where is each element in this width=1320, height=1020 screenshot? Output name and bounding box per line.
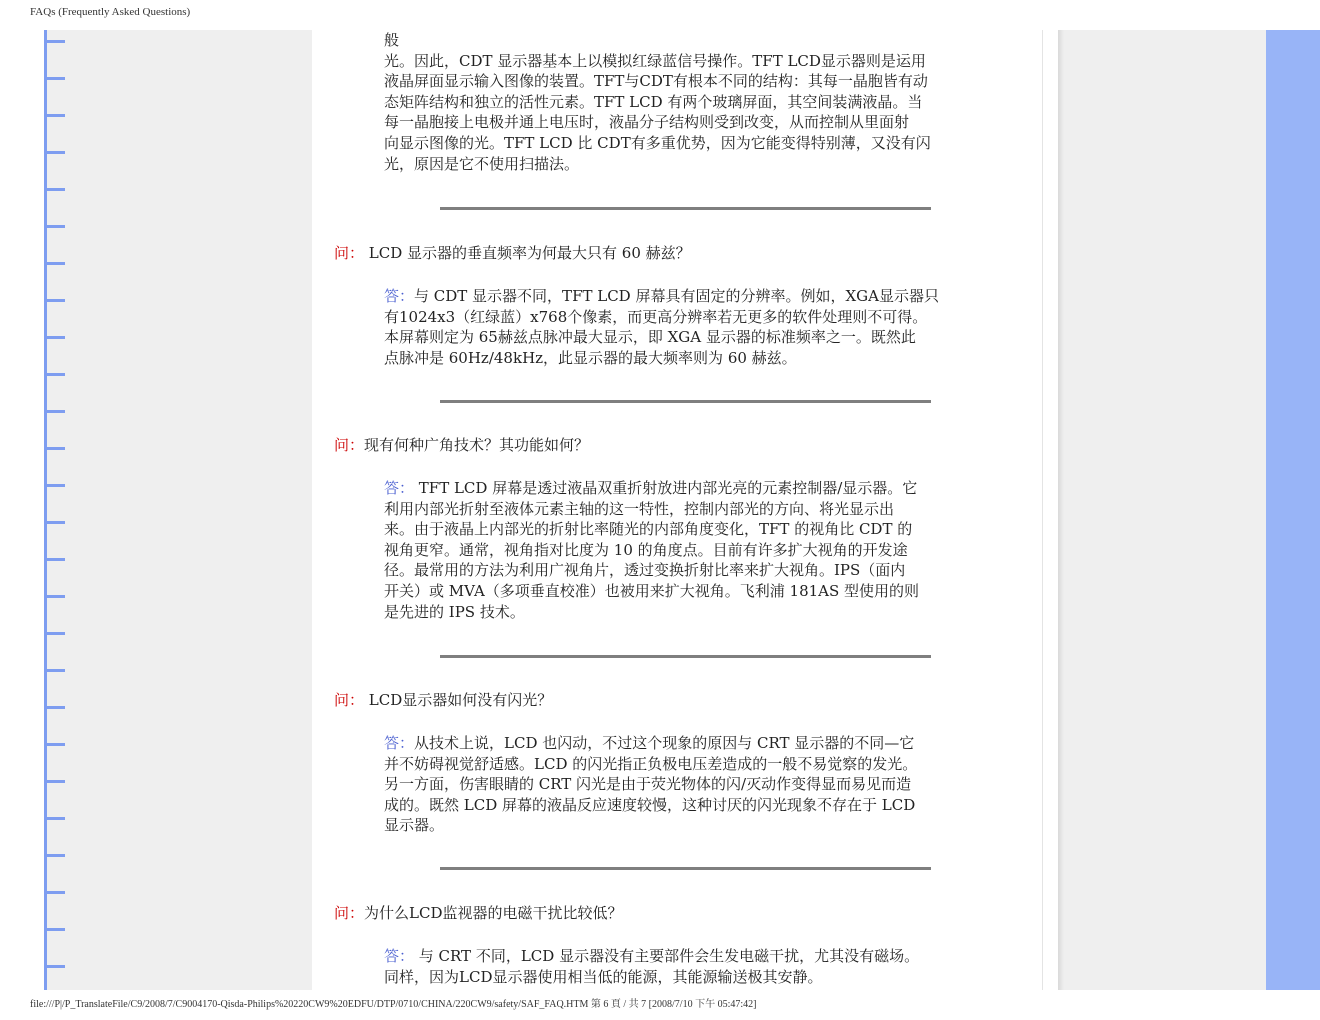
intro-line: 般 (384, 31, 400, 49)
rail-tick (44, 225, 65, 228)
rail-tick (44, 77, 65, 80)
right-blue-bar (1266, 30, 1320, 990)
faq-question (334, 435, 984, 455)
rail-tick (44, 336, 65, 339)
question-text: LCD 显示器的垂直频率为何最大只有 60 赫兹？ (364, 244, 691, 262)
answer-line: 点脉冲是 60Hz/48kHz，此显示器的最大频率则为 60 赫兹。 (384, 348, 797, 367)
faq-question (334, 243, 984, 263)
divider (440, 400, 931, 403)
page-footer: file:///P|/P_TranslateFile/C9/2008/7/C9004170-Qisda-Philips%20220CW9%20EDFU/DTP/0710/CHINA/220CW9/safety/SAF_FAQ.HTM 第 6 頁 / 共 7 [2008/7/10 下午 05:47:42] (30, 999, 757, 1010)
answer-line: 从技术上说，LCD 也闪动，不过这个现象的原因与 CRT 显示器的不同—它 (414, 734, 915, 752)
page-header: FAQs (Frequently Asked Questions) (30, 6, 191, 18)
rail-tick (44, 373, 65, 376)
intro-line: 态矩阵结构和独立的活性元素。TFT LCD 有两个玻璃屏面，其空间装满液晶。当 (384, 92, 923, 111)
answer-label: 答： (384, 287, 415, 305)
rail-line (44, 30, 47, 990)
answer-line: 开关）或 MVA（多项垂直校准）也被用来扩大视角。飞利浦 181AS 型使用的则 (384, 581, 920, 600)
rail-tick (44, 780, 65, 783)
answer-label: 答： (384, 479, 415, 497)
answer-line: 径。最常用的方法为利用广视角片，透过变换折射比率来扩大视角。IPS（面内 (384, 561, 906, 580)
answer-line: 另一方面，伤害眼睛的 CRT 闪光是由于荧光物体的闪/灭动作变得显而易见而造 (384, 775, 912, 794)
content-border (1042, 30, 1043, 990)
answer-label: 答： (384, 734, 415, 752)
rail-tick (44, 299, 65, 302)
question-label: 问： (334, 436, 365, 454)
question-label: 问： (334, 691, 365, 709)
faq-answer (384, 733, 984, 836)
faq-answer (384, 286, 984, 368)
answer-line: 与 CDT 显示器不同，TFT LCD 屏幕具有固定的分辨率。例如，XGA显示器只 (414, 287, 939, 305)
rail-tick (44, 484, 65, 487)
answer-line: 是先进的 IPS 技术。 (384, 602, 525, 621)
faq-question (334, 903, 984, 923)
divider (440, 655, 931, 658)
answer-line: 成的。既然 LCD 屏幕的液晶反应速度较慢，这种讨厌的闪光现象不存在于 LCD (384, 795, 916, 814)
divider (440, 207, 931, 210)
rail-tick (44, 854, 65, 857)
intro-line: 液晶屏面显示输入图像的装置。TFT与CDT有根本不同的结构：其每一晶胞皆有动 (384, 72, 928, 91)
rail-tick (44, 188, 65, 191)
answer-line: 同样，因为LCD显示器使用相当低的能源，其能源输送极其安静。 (384, 967, 823, 986)
answer-line: 本屏幕则定为 65赫兹点脉冲最大显示，即 XGA 显示器的标准频率之一。既然此 (384, 328, 916, 347)
intro-answer (384, 30, 984, 174)
answer-line: 视角更窄。通常，视角指对比度为 10 的角度点。目前有许多扩大视角的开发途 (384, 540, 908, 559)
rail-tick (44, 40, 65, 43)
rail-tick (44, 743, 65, 746)
rail-tick (44, 262, 65, 265)
rail-tick (44, 669, 65, 672)
faq-question (334, 690, 984, 710)
answer-line: 来。由于液晶上内部光的折射比率随光的内部角度变化，TFT 的视角比 CDT 的 (384, 520, 913, 539)
intro-line: 向显示图像的光。TFT LCD 比 CDT有多重优势，因为它能变得特别薄，又没有闪 (384, 133, 931, 152)
question-text: LCD显示器如何没有闪光？ (364, 691, 553, 709)
rail-tick (44, 558, 65, 561)
rail-tick (44, 595, 65, 598)
question-text: 为什么LCD监视器的电磁干扰比较低？ (364, 904, 623, 922)
rail-tick (44, 891, 65, 894)
rail-tick (44, 114, 65, 117)
intro-line: 光，原因是它不使用扫描法。 (384, 154, 580, 173)
faq-answer (384, 946, 984, 987)
rail-tick (44, 817, 65, 820)
rail-tick (44, 965, 65, 968)
rail-tick (44, 410, 65, 413)
answer-line: 并不妨碍视觉舒适感。LCD 的闪光指正负极电压差造成的一般不易觉察的发光。 (384, 754, 918, 773)
answer-line: 利用内部光折射至液体元素主轴的这一特性，控制内部光的方向、将光显示出 (384, 499, 895, 518)
rail-tick (44, 928, 65, 931)
answer-label: 答： (384, 947, 415, 965)
rail-tick (44, 151, 65, 154)
answer-line: 与 CRT 不同，LCD 显示器没有主要部件会生发电磁干扰，尤其没有磁场。 (414, 947, 920, 965)
rail-tick (44, 706, 65, 709)
right-margin-panel (1058, 30, 1266, 990)
divider (440, 867, 931, 870)
intro-line: 光。因此，CDT 显示器基本上以模拟红绿蓝信号操作。TFT LCD显示器则是运用 (384, 51, 926, 70)
faq-answer (384, 478, 984, 622)
question-text: 现有何种广角技术？其功能如何？ (364, 436, 590, 454)
left-nav-rail (44, 30, 312, 990)
rail-tick (44, 447, 65, 450)
rail-tick (44, 632, 65, 635)
intro-line: 每一晶胞接上电极并通上电压时，液晶分子结构则受到改变，从而控制从里面射 (384, 113, 910, 132)
question-label: 问： (334, 904, 365, 922)
answer-line: 有1024x3（红绿蓝）x768个像素，而更高分辨率若无更多的软件处理则不可得。 (384, 307, 928, 326)
answer-line: 显示器。 (384, 816, 445, 835)
question-label: 问： (334, 244, 365, 262)
answer-line: TFT LCD 屏幕是透过液晶双重折射放进内部光亮的元素控制器/显示器。它 (414, 479, 918, 497)
rail-tick (44, 521, 65, 524)
